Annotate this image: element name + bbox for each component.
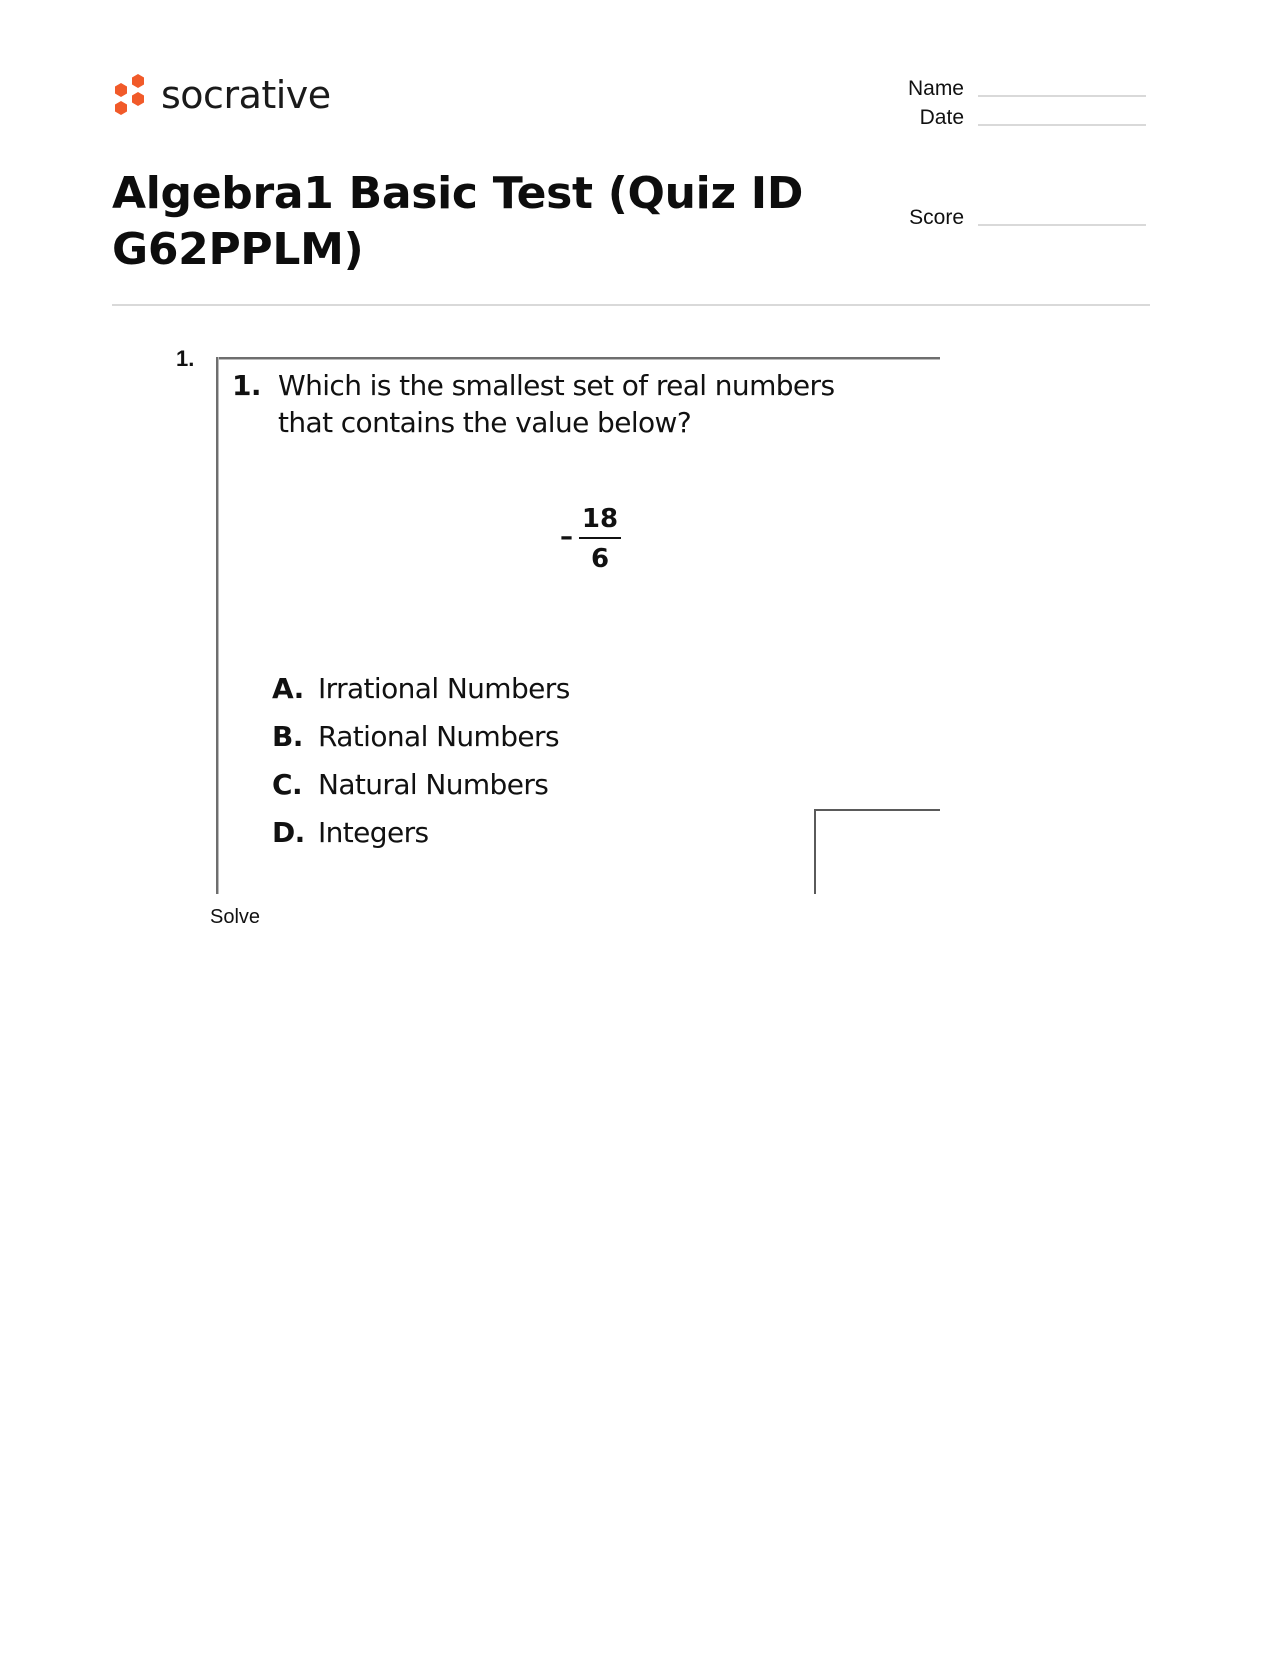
date-input-line[interactable] [978, 124, 1146, 126]
score-input-line[interactable] [978, 224, 1146, 226]
stem-line-2: that contains the value below? [278, 406, 692, 439]
choice-text: Integers [318, 816, 429, 849]
choice-text: Irrational Numbers [318, 672, 570, 705]
question-number: 1. [176, 346, 195, 371]
score-label: Score [909, 206, 964, 229]
choice-letter: B. [272, 720, 303, 753]
question-image [216, 357, 940, 894]
choice-letter: A. [272, 672, 304, 705]
choice-text: Rational Numbers [318, 720, 559, 753]
choice-text: Natural Numbers [318, 768, 549, 801]
name-input-line[interactable] [978, 95, 1146, 97]
header-divider [112, 304, 1150, 306]
answer-choices [272, 665, 570, 857]
inner-item-number: 1. [232, 369, 261, 402]
name-field[interactable] [880, 78, 1146, 99]
image-frame-left [216, 357, 219, 894]
page-title: Algebra1 Basic Test (Quiz ID G62PPLM) [112, 168, 804, 275]
fraction-expression [560, 503, 621, 575]
image-frame-top [216, 357, 940, 360]
choice-letter: C. [272, 768, 302, 801]
choice-d [272, 809, 570, 857]
answer-box-corner [814, 809, 940, 894]
choice-b [272, 713, 570, 761]
choice-c [272, 761, 570, 809]
question-prompt: Solve [210, 906, 261, 928]
choice-letter: D. [272, 816, 305, 849]
choice-a [272, 665, 570, 713]
fraction-bar [579, 537, 621, 539]
date-field[interactable] [880, 107, 1146, 128]
numerator: 18 [581, 504, 619, 534]
hexagon-cluster-icon [112, 72, 150, 122]
brand-name: socrative [161, 73, 331, 117]
name-label: Name [907, 77, 964, 100]
socrative-logo [112, 72, 331, 122]
denominator: 6 [590, 544, 610, 574]
score-field[interactable] [880, 207, 1146, 228]
negative-sign: – [560, 522, 573, 552]
date-label: Date [919, 106, 964, 129]
question-stem [232, 367, 834, 441]
stem-line-1: Which is the smallest set of real numbers [278, 369, 835, 402]
